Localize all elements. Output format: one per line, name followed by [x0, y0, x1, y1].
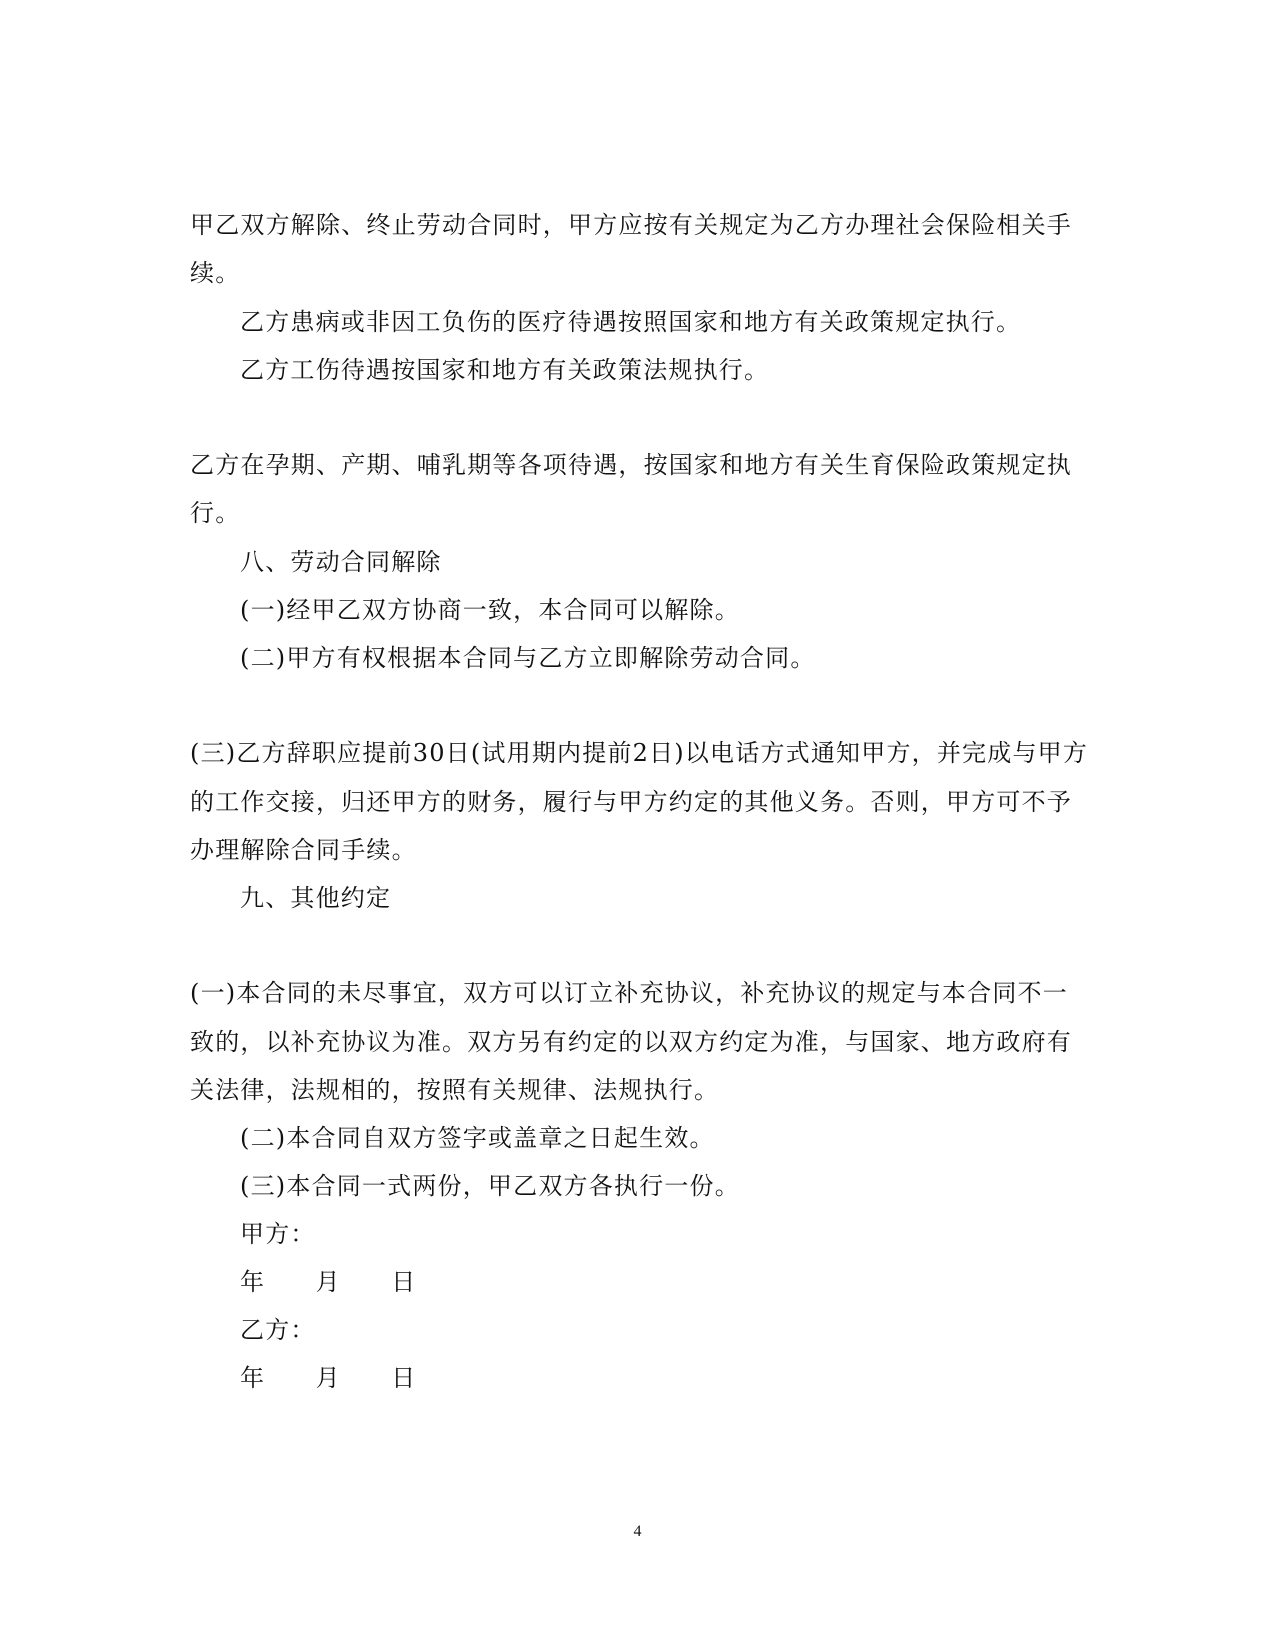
clause-8-3-line-1: (三)乙方辞职应提前30日(试用期内提前2日)以电话方式通知甲方，并完成与甲方	[190, 739, 1089, 767]
clause-9-2: (二)本合同自双方签字或盖章之日起生效。	[240, 1124, 715, 1152]
section-heading-8: 八、劳动合同解除	[240, 548, 442, 576]
party-b-label: 乙方：	[240, 1316, 316, 1344]
body-line-4: 乙方工伤待遇按国家和地方有关政策法规执行。	[240, 356, 770, 384]
body-line-1: 甲乙双方解除、终止劳动合同时，甲方应按有关规定为乙方办理社会保险相关手	[190, 211, 1072, 239]
body-line-6: 行。	[190, 499, 241, 527]
clause-8-1: (一)经甲乙双方协商一致，本合同可以解除。	[240, 596, 740, 624]
party-b-date: 年 月 日	[240, 1364, 417, 1392]
clause-9-1-line-2: 致的，以补充协议为准。双方另有约定的以双方约定为准，与国家、地方政府有	[190, 1028, 1072, 1056]
clause-9-1-line-3: 关法律，法规相的，按照有关规律、法规执行。	[190, 1076, 720, 1104]
clause-9-3: (三)本合同一式两份，甲乙双方各执行一份。	[240, 1172, 740, 1200]
clause-8-3-line-2: 的工作交接，归还甲方的财务，履行与甲方约定的其他义务。否则，甲方可不予	[190, 788, 1072, 816]
clause-8-2: (二)甲方有权根据本合同与乙方立即解除劳动合同。	[240, 644, 816, 672]
body-line-5: 乙方在孕期、产期、哺乳期等各项待遇，按国家和地方有关生育保险政策规定执	[190, 451, 1072, 479]
clause-9-1-line-1: (一)本合同的未尽事宜，双方可以订立补充协议，补充协议的规定与本合同不一	[190, 979, 1068, 1007]
clause-8-3-line-3: 办理解除合同手续。	[190, 836, 417, 864]
body-line-2: 续。	[190, 259, 241, 287]
page-number: 4	[633, 1523, 642, 1540]
body-line-3: 乙方患病或非因工负伤的医疗待遇按照国家和地方有关政策规定执行。	[240, 308, 1022, 336]
party-a-date: 年 月 日	[240, 1268, 417, 1296]
section-heading-9: 九、其他约定	[240, 884, 392, 912]
party-a-label: 甲方：	[240, 1220, 316, 1248]
